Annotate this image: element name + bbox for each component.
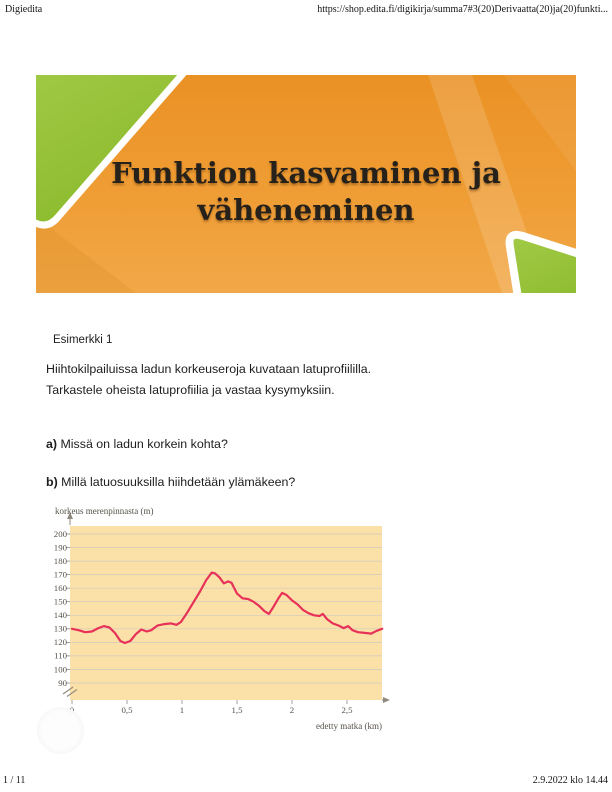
x-tick-label: 2,5: [341, 705, 353, 715]
footer-page-number: 1 / 11: [3, 775, 26, 786]
banner-title: [36, 75, 576, 293]
x-tick-label: 1: [179, 705, 185, 715]
y-axis-title: korkeus merenpinnasta (m): [55, 506, 154, 516]
x-tick-label: 0,5: [121, 705, 133, 715]
elevation-chart: [42, 503, 390, 735]
print-header: [5, 4, 608, 15]
x-tick-label: 2: [289, 705, 295, 715]
plot-area: [70, 526, 382, 700]
intro-paragraph: Hiihtokilpailuissa ladun korkeuseroja kuvataan latuprofiililla. Tarkastele oheista latuprofiilia ja vastaa kysymyksiin.: [46, 362, 372, 397]
y-tick-label: 170: [53, 569, 67, 580]
x-axis-arrowhead: [383, 697, 390, 703]
question-b: [46, 475, 295, 489]
watermark-circle: [37, 707, 84, 754]
header-app-title: Digiedita: [5, 4, 43, 15]
y-tick-label: 110: [54, 650, 67, 661]
chart-svg: [42, 503, 390, 735]
y-tick-label: 200: [53, 528, 67, 539]
y-tick-label: 160: [53, 583, 67, 593]
question-b-prefix: b): [46, 475, 58, 489]
question-a: [46, 437, 228, 451]
banner-title-line1: Funktion kasvaminen ja: [111, 156, 501, 190]
y-tick-label: 140: [53, 610, 67, 621]
banner-title-line2: väheneminen: [197, 193, 415, 227]
question-a-prefix: a): [46, 437, 58, 451]
y-tick-label: 90: [58, 677, 67, 688]
y-tick-label: 120: [53, 637, 67, 648]
header-url: https://shop.edita.fi/digikirja/summa7#3(20)Derivaatta(20)ja(20)funkti...: [317, 4, 608, 15]
x-axis-title: edetty matka (km): [316, 721, 382, 731]
y-tick-label: 190: [53, 542, 67, 553]
footer-timestamp: 2.9.2022 klo 14.44: [532, 775, 608, 786]
example-label: Esimerkki 1: [53, 334, 113, 346]
y-tick-label: 180: [53, 555, 67, 566]
y-tick-label: 130: [53, 623, 67, 634]
x-tick-label: 1,5: [231, 705, 243, 715]
print-footer: [3, 775, 608, 786]
chapter-banner: [36, 75, 576, 293]
question-b-text: Millä latuosuuksilla hiihdetään ylämäkeen?: [57, 475, 296, 489]
y-tick-label: 150: [53, 596, 67, 607]
y-tick-label: 100: [53, 664, 67, 675]
question-a-text: Missä on ladun korkein kohta?: [57, 437, 228, 451]
